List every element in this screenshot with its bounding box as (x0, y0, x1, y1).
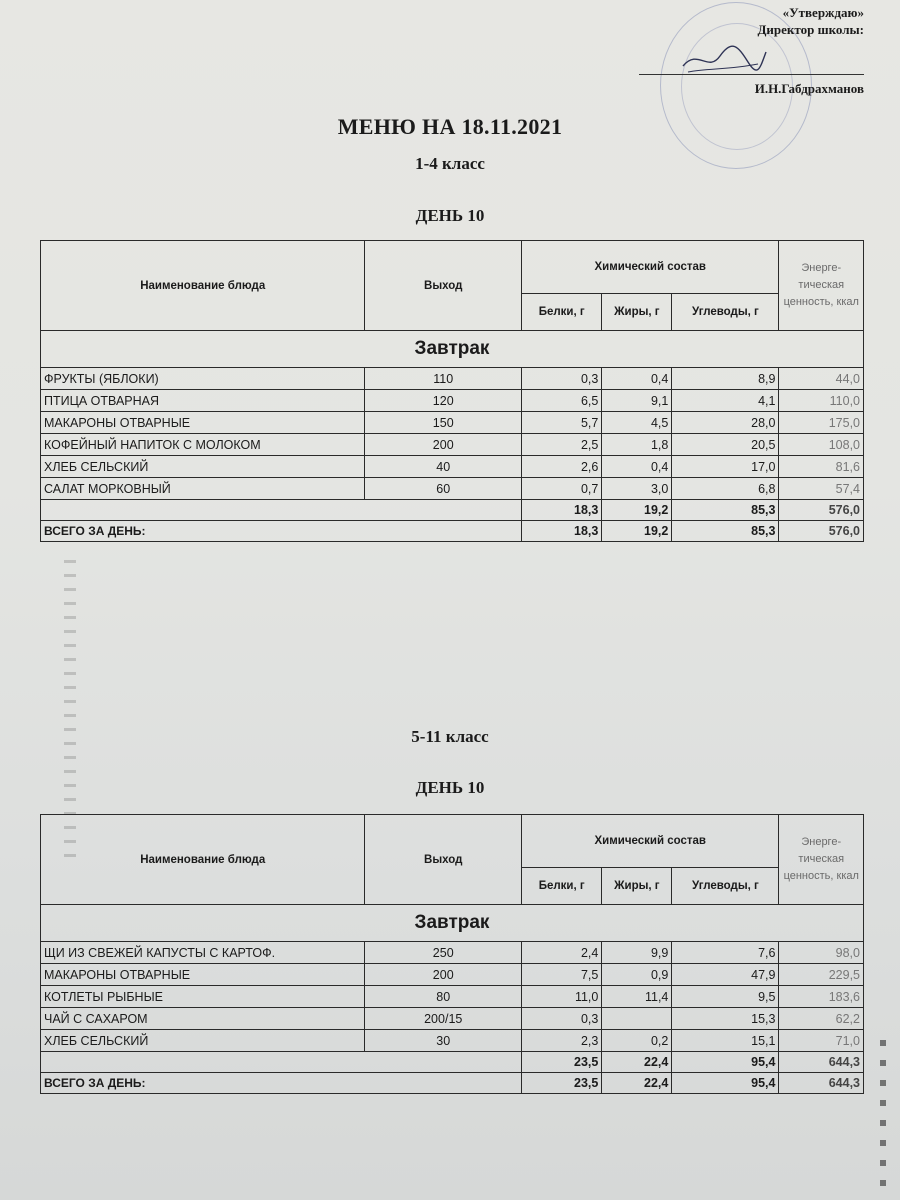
approval-label: «Утверждаю» (782, 5, 864, 20)
director-position: Директор школы: (757, 22, 864, 37)
header-chem: Химический состав (522, 815, 779, 868)
subtotal-label (41, 500, 522, 521)
dish-output: 200/15 (365, 1008, 522, 1030)
dish-protein: 5,7 (522, 412, 602, 434)
dish-name: ЩИ ИЗ СВЕЖЕЙ КАПУСТЫ С КАРТОФ. (41, 942, 365, 964)
dish-fat: 4,5 (602, 412, 672, 434)
dish-name: МАКАРОНЫ ОТВАРНЫЕ (41, 412, 365, 434)
dish-energy: 183,6 (779, 986, 864, 1008)
dish-fat: 9,9 (602, 942, 672, 964)
dish-output: 200 (365, 434, 522, 456)
menu-table-2 (40, 814, 864, 1094)
header-fat: Жиры, г (602, 294, 672, 331)
menu-items-1 (41, 368, 864, 500)
dish-output: 120 (365, 390, 522, 412)
table-row (41, 412, 864, 434)
dish-energy: 108,0 (779, 434, 864, 456)
day-label-2: ДЕНЬ 10 (415, 778, 485, 797)
signature-line (639, 74, 864, 75)
dish-energy: 62,2 (779, 1008, 864, 1030)
header-chem: Химический состав (522, 241, 779, 294)
total-carbs: 85,3 (672, 521, 779, 542)
grade-label-2: 5-11 класс (411, 727, 489, 746)
dish-output: 110 (365, 368, 522, 390)
subtotal-carbs: 95,4 (672, 1052, 779, 1073)
dish-carbs: 15,3 (672, 1008, 779, 1030)
dish-fat: 3,0 (602, 478, 672, 500)
subtotal-fat: 22,4 (602, 1052, 672, 1073)
header-output: Выход (365, 815, 522, 905)
header-dish-name: Наименование блюда (41, 815, 365, 905)
dish-output: 200 (365, 964, 522, 986)
table-row (41, 1008, 864, 1030)
dish-protein: 0,3 (522, 1008, 602, 1030)
dish-protein: 0,7 (522, 478, 602, 500)
header-dish-name: Наименование блюда (41, 241, 365, 331)
grade-label-1: 1-4 класс (415, 154, 485, 173)
dish-name: КОФЕЙНЫЙ НАПИТОК С МОЛОКОМ (41, 434, 365, 456)
table-row (41, 434, 864, 456)
dish-protein: 2,3 (522, 1030, 602, 1052)
dish-fat: 0,4 (602, 368, 672, 390)
total-label: ВСЕГО ЗА ДЕНЬ: (41, 521, 522, 542)
day-label-1: ДЕНЬ 10 (415, 206, 485, 225)
dish-fat: 0,9 (602, 964, 672, 986)
subtotal-fat: 19,2 (602, 500, 672, 521)
dish-protein: 0,3 (522, 368, 602, 390)
total-fat: 22,4 (602, 1073, 672, 1094)
dish-carbs: 20,5 (672, 434, 779, 456)
table-row (41, 986, 864, 1008)
dish-output: 40 (365, 456, 522, 478)
header-fat: Жиры, г (602, 868, 672, 905)
dish-fat (602, 1008, 672, 1030)
dish-energy: 98,0 (779, 942, 864, 964)
total-fat: 19,2 (602, 521, 672, 542)
director-signature (678, 38, 768, 78)
total-energy: 644,3 (779, 1073, 864, 1094)
table-row (41, 456, 864, 478)
subtotal-label (41, 1052, 522, 1073)
header-protein: Белки, г (522, 294, 602, 331)
dish-fat: 0,2 (602, 1030, 672, 1052)
dish-protein: 2,4 (522, 942, 602, 964)
dish-carbs: 4,1 (672, 390, 779, 412)
dish-carbs: 8,9 (672, 368, 779, 390)
subtotal-protein: 23,5 (522, 1052, 602, 1073)
dish-fat: 0,4 (602, 456, 672, 478)
dish-name: ЧАЙ С САХАРОМ (41, 1008, 365, 1030)
dish-carbs: 9,5 (672, 986, 779, 1008)
dish-fat: 1,8 (602, 434, 672, 456)
dish-name: ХЛЕБ СЕЛЬСКИЙ (41, 1030, 365, 1052)
dish-name: ПТИЦА ОТВАРНАЯ (41, 390, 365, 412)
table-row (41, 390, 864, 412)
subtotal-energy: 644,3 (779, 1052, 864, 1073)
scan-edge-marks (880, 1040, 886, 1190)
total-label: ВСЕГО ЗА ДЕНЬ: (41, 1073, 522, 1094)
table-row (41, 478, 864, 500)
menu-items-2 (41, 942, 864, 1052)
menu-table-1 (40, 240, 864, 542)
subtotal-protein: 18,3 (522, 500, 602, 521)
table-row (41, 1030, 864, 1052)
total-carbs: 95,4 (672, 1073, 779, 1094)
dish-name: САЛАТ МОРКОВНЫЙ (41, 478, 365, 500)
dish-energy: 229,5 (779, 964, 864, 986)
total-protein: 18,3 (522, 521, 602, 542)
dish-carbs: 7,6 (672, 942, 779, 964)
dish-energy: 81,6 (779, 456, 864, 478)
dish-energy: 110,0 (779, 390, 864, 412)
meal-label: Завтрак (41, 905, 864, 942)
table-row (41, 368, 864, 390)
dish-output: 60 (365, 478, 522, 500)
dish-name: МАКАРОНЫ ОТВАРНЫЕ (41, 964, 365, 986)
dish-carbs: 6,8 (672, 478, 779, 500)
header-carbs: Углеводы, г (672, 868, 779, 905)
subtotal-energy: 576,0 (779, 500, 864, 521)
dish-name: КОТЛЕТЫ РЫБНЫЕ (41, 986, 365, 1008)
dish-energy: 71,0 (779, 1030, 864, 1052)
header-protein: Белки, г (522, 868, 602, 905)
dish-output: 150 (365, 412, 522, 434)
header-energy: Энерге-тическая ценность, ккал (779, 241, 864, 331)
dish-fat: 11,4 (602, 986, 672, 1008)
dish-name: ХЛЕБ СЕЛЬСКИЙ (41, 456, 365, 478)
total-protein: 23,5 (522, 1073, 602, 1094)
meal-label: Завтрак (41, 331, 864, 368)
header-energy: Энерге-тическая ценность, ккал (779, 815, 864, 905)
dish-name: ФРУКТЫ (ЯБЛОКИ) (41, 368, 365, 390)
director-name: И.Н.Габдрахманов (754, 81, 864, 96)
dish-carbs: 15,1 (672, 1030, 779, 1052)
menu-title: МЕНЮ НА 18.11.2021 (337, 114, 563, 139)
dish-output: 30 (365, 1030, 522, 1052)
header-output: Выход (365, 241, 522, 331)
dish-protein: 6,5 (522, 390, 602, 412)
table-row (41, 964, 864, 986)
dish-protein: 2,5 (522, 434, 602, 456)
dish-output: 80 (365, 986, 522, 1008)
subtotal-carbs: 85,3 (672, 500, 779, 521)
dish-carbs: 17,0 (672, 456, 779, 478)
dish-carbs: 47,9 (672, 964, 779, 986)
header-carbs: Углеводы, г (672, 294, 779, 331)
dish-fat: 9,1 (602, 390, 672, 412)
dish-energy: 57,4 (779, 478, 864, 500)
dish-carbs: 28,0 (672, 412, 779, 434)
dish-protein: 11,0 (522, 986, 602, 1008)
dish-protein: 7,5 (522, 964, 602, 986)
approval-block (754, 4, 864, 96)
dish-energy: 175,0 (779, 412, 864, 434)
dish-energy: 44,0 (779, 368, 864, 390)
dish-output: 250 (365, 942, 522, 964)
table-row (41, 942, 864, 964)
dish-protein: 2,6 (522, 456, 602, 478)
total-energy: 576,0 (779, 521, 864, 542)
